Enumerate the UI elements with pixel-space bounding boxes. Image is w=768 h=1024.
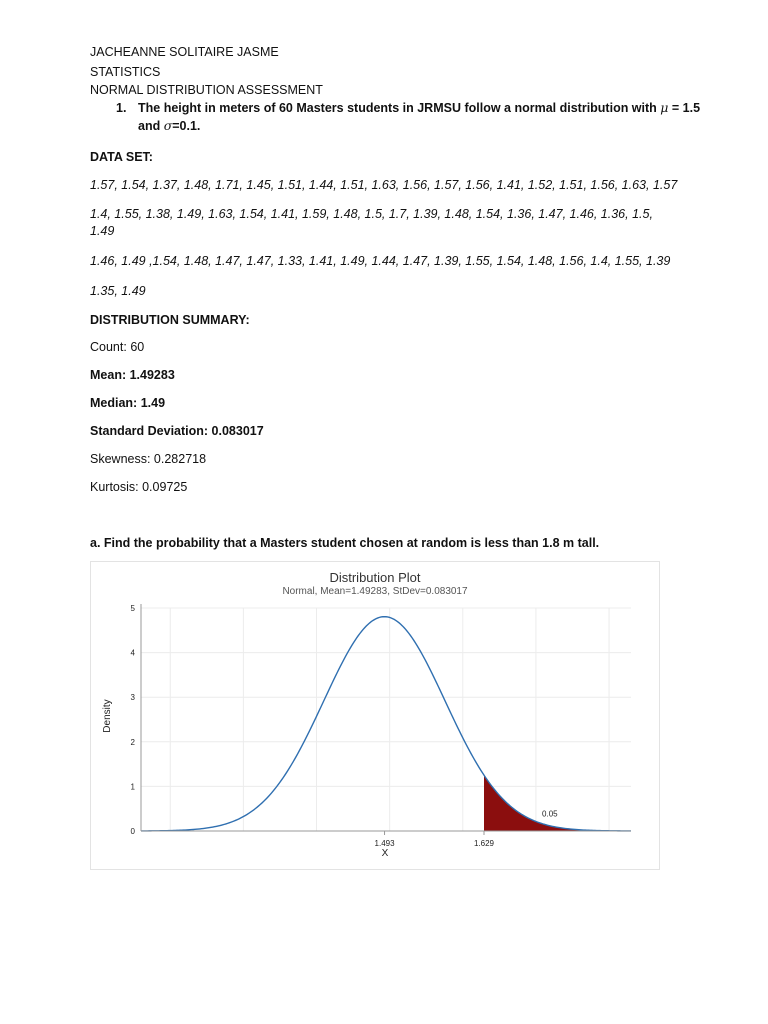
summary-mean: [90, 367, 175, 383]
mean-value: 1.49283: [129, 368, 175, 382]
mu-symbol: μ: [660, 100, 669, 115]
data-line: 1.49: [90, 224, 115, 238]
area-label: 0.05: [542, 809, 558, 819]
density-line: [141, 617, 631, 831]
data-line: 1.35, 1.49: [90, 284, 146, 298]
y-tick-label: 3: [130, 693, 135, 703]
mu-value: = 1.5: [668, 101, 701, 115]
summary-kurtosis: [90, 479, 187, 495]
and-text: and: [138, 119, 164, 133]
y-tick-label: 0: [130, 827, 135, 836]
data-line: 1.4, 1.55, 1.38, 1.49, 1.63, 1.54, 1.41, 1.59, 1.48, 1.5, 1.7, 1.39, 1.48, 1.54, 1.36, 1.47, 1.46, 1.36, 1.5,: [90, 207, 653, 221]
y-tick-label: 4: [130, 648, 135, 658]
summary-skewness: [90, 451, 206, 467]
median-value: 1.49: [140, 396, 166, 410]
kurtosis-value: 0.09725: [142, 480, 188, 494]
skewness-value: 0.282718: [153, 452, 207, 466]
data-line: 1.46, 1.49 ,1.54, 1.48, 1.47, 1.47, 1.33, 1.41, 1.49, 1.44, 1.47, 1.39, 1.55, 1.54, 1.48, 1.56, 1.4, 1.55, 1.39: [90, 254, 671, 268]
mean-label: Mean:: [90, 368, 130, 382]
x-tick-label: 1.629: [473, 839, 495, 848]
data-set-heading: DATA SET:: [90, 150, 153, 164]
distribution-plot: [91, 562, 659, 869]
grid: [141, 608, 631, 831]
assessment-title: NORMAL DISTRIBUTION ASSESSMENT: [90, 83, 323, 97]
kurtosis-label: Kurtosis:: [90, 480, 143, 494]
problem-text: The height in meters of 60 Masters students in JRMSU follow a normal distribution with: [138, 101, 661, 115]
x-tick-label: 1.493: [374, 839, 395, 848]
density-curve: [141, 617, 631, 831]
axes: [131, 604, 631, 848]
stdev-value: 0.083017: [211, 424, 264, 438]
problem-statement-line1: [138, 100, 700, 116]
count-label: Count:: [90, 340, 131, 354]
y-tick-label: 2: [130, 737, 135, 747]
summary-stdev: [90, 423, 264, 439]
y-tick-label: 1: [130, 782, 135, 792]
subject-line: STATISTICS: [90, 65, 161, 79]
y-tick-label: 5: [130, 604, 135, 613]
question-a: a. Find the probability that a Masters student chosen at random is less than 1.8 m tall.: [90, 536, 600, 550]
x-axis-label: X: [381, 848, 389, 859]
y-axis-label: Density: [102, 699, 113, 733]
sigma-value: =0.1.: [172, 119, 201, 133]
problem-number: 1.: [116, 101, 127, 115]
sigma-symbol: σ: [163, 118, 173, 133]
chart-title: Distribution Plot: [329, 570, 421, 585]
distribution-plot-figure: [90, 561, 660, 870]
summary-heading: DISTRIBUTION SUMMARY:: [90, 313, 250, 327]
skewness-label: Skewness:: [90, 452, 154, 466]
summary-median: [90, 395, 165, 411]
summary-count: [90, 339, 144, 355]
count-value: 60: [130, 340, 145, 354]
data-line: 1.57, 1.54, 1.37, 1.48, 1.71, 1.45, 1.51, 1.44, 1.51, 1.63, 1.56, 1.57, 1.56, 1.41, 1.52, 1.51, 1.56, 1.63, 1.57: [90, 178, 678, 192]
median-label: Median:: [90, 396, 141, 410]
author-name: JACHEANNE SOLITAIRE JASME: [90, 45, 279, 59]
chart-subtitle: Normal, Mean=1.49283, StDev=0.083017: [282, 586, 468, 597]
problem-statement-line2: [138, 118, 200, 134]
stdev-label: Standard Deviation:: [90, 424, 212, 438]
